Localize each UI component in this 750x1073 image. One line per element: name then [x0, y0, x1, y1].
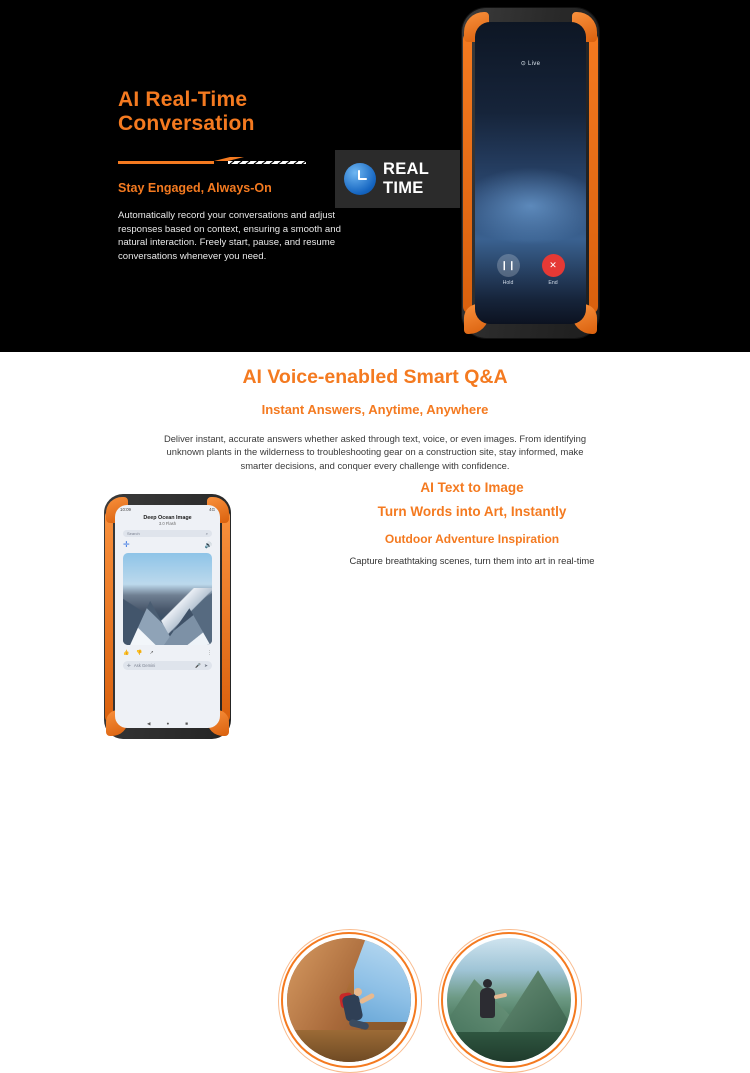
navigation-bar [115, 719, 220, 728]
search-icon[interactable]: ⌕ [205, 531, 208, 536]
status-time: 10:09 [120, 507, 131, 512]
voice-waveform-glow [475, 167, 586, 246]
plus-icon[interactable]: ✛ [123, 540, 130, 549]
foreground [447, 1032, 571, 1062]
close-icon: ✕ [542, 254, 565, 277]
status-network: 4G [209, 507, 215, 512]
model-label: 3.0 Flash [158, 521, 177, 526]
app-title: Deep Ocean Image [143, 515, 192, 521]
home-icon[interactable]: ● [166, 721, 170, 726]
hiker-photo [447, 938, 571, 1062]
hero-heading-group [118, 88, 368, 136]
phone-screen [475, 22, 586, 324]
qa-section [0, 352, 750, 750]
phone-body [104, 494, 231, 739]
pause-icon: ❙❙ [497, 254, 520, 277]
mic-icon[interactable]: 🎤 [195, 662, 202, 668]
rugged-phone-mockup [462, 8, 599, 338]
hero-title-line1: AI Real-Time [118, 88, 248, 111]
t2i-caption: Capture breathtaking scenes, turn them into art in real-time [349, 555, 595, 566]
hold-label: Hold [502, 280, 514, 286]
live-label: Live [528, 61, 541, 67]
phone-bumper-left [463, 32, 472, 314]
search-input[interactable] [123, 530, 212, 537]
phone-screen [115, 505, 220, 728]
section2-heading: AI Voice-enabled Smart Q&A [242, 366, 508, 388]
hero-subtitle: Stay Engaged, Always-On [118, 181, 272, 195]
end-call-button[interactable] [542, 254, 565, 286]
hero-title-line2: Conversation [118, 112, 255, 135]
sky [354, 938, 411, 1022]
send-icon[interactable]: ➤ [204, 662, 208, 668]
hero-section [0, 0, 750, 352]
t2i-heading: AI Text to Image [420, 480, 524, 495]
t2i-subheading: Turn Words into Art, Instantly [377, 504, 567, 519]
decorative-divider [118, 155, 306, 166]
speaker-icon[interactable]: 🔊 [204, 542, 212, 549]
hiker-body [480, 988, 495, 1018]
message-actions [123, 650, 212, 656]
real-time-badge [335, 150, 460, 208]
hero-body-text: Automatically record your conversations and adjust responses based on context, ensuring a smooth and natural interaction. Freely start, pause, and resume conversations whenever you need. [118, 210, 341, 262]
back-icon[interactable]: ◀ [146, 720, 151, 726]
section2-body-text: Deliver instant, accurate answers whether asked through text, voice, or even images. From identifying unknown plants in the wilderness to troubleshooting gear on a construction site, stay informed, make smarter decisions, and conquer every challenge with confidence. [163, 433, 587, 471]
climber-head [354, 988, 362, 996]
clock-icon [344, 163, 376, 195]
thumb-up-icon[interactable]: 👍 [123, 650, 130, 656]
broadcast-icon: ⊙ [520, 61, 529, 67]
text-to-image-group [262, 480, 682, 566]
hiker-arm [494, 992, 508, 999]
search-placeholder: Search [127, 531, 140, 536]
generated-image[interactable] [123, 553, 212, 645]
climber-photo [287, 938, 411, 1062]
ground [287, 1030, 411, 1062]
end-label: End [548, 280, 558, 286]
section2-subheading: Instant Answers, Anytime, Anywhere [261, 402, 489, 417]
prompt-input[interactable] [123, 661, 212, 670]
real-time-badge-label: REAL TIME [383, 160, 429, 197]
prompt-placeholder: Ask Gemini [133, 663, 156, 668]
phone-app-mockup [104, 494, 231, 739]
hiker-illustration [447, 938, 571, 1062]
recents-icon[interactable]: ■ [185, 721, 189, 726]
toolbar-row [123, 541, 212, 549]
phone-bumper-right [589, 32, 598, 314]
call-controls [475, 254, 586, 286]
more-icon[interactable]: ⋮ [207, 650, 212, 656]
hold-button[interactable] [497, 254, 520, 286]
live-indicator [475, 60, 586, 67]
share-icon[interactable]: ↗ [149, 650, 154, 656]
phone-bumper-right [222, 510, 230, 723]
plus-icon[interactable]: ✛ [127, 662, 131, 668]
hiker-head [483, 979, 492, 988]
phone-bumper-left [105, 510, 113, 723]
phone-body [462, 8, 599, 338]
t2i-tertiary-heading: Outdoor Adventure Inspiration [384, 532, 560, 546]
thumb-down-icon[interactable]: 👎 [136, 650, 143, 656]
rock-climber-illustration [287, 938, 411, 1062]
status-bar [115, 505, 220, 514]
